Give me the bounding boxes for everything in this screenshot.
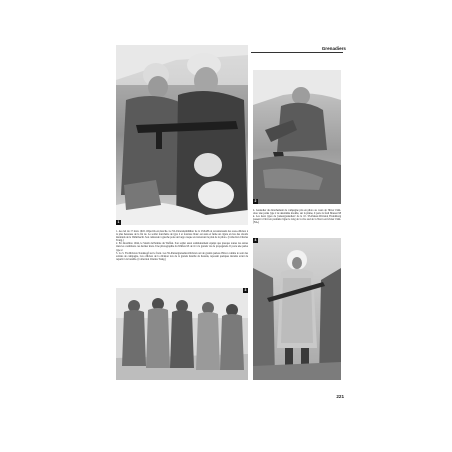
section-title: Grenadiers [321, 46, 346, 51]
caption-right: 4. Grenadier du détachement de campagne pris en photo au cours de l'hiver 1944. Avec une parka type 2 de deuxième modèle, sur la plaine, il porte le fusil Mauser 98 k. Les deux types de 'panzergrenadiers' de la 10. SS-Panzer-Division Frundsberg passent à l'abri en première ligne le long de la rive sud de la Narva en février 1944. (NA.) [253, 209, 341, 225]
page-number: 221 [336, 394, 344, 399]
photo-1-image [116, 45, 248, 225]
photo-3-number: 3 [244, 288, 247, 292]
photo-1-number: 1 [117, 220, 120, 224]
photo-1 [116, 45, 248, 225]
photo-4 [253, 238, 341, 380]
photo-4-number: 4 [254, 238, 257, 242]
photo-3-image [116, 288, 248, 380]
photo-2-number: 2 [254, 199, 257, 203]
photo-2 [253, 70, 341, 204]
photo-4-image [253, 238, 341, 380]
header-rule [251, 52, 343, 53]
photo-2-image [253, 70, 341, 204]
caption-left: 1. Au ciel du 17 mars 1943. Objectifs en marche. Le SS-Untersturmführer de la LSSAH en reconnaissant des sous-officiers à la plus heureuse de la fin de. Le soldat fourchette de type 2 et fourrure blanc est assis et fume un cigare en bas des abords matériels de la Wehrmacht. Son camarade à gauche porte un large casque en traversant le plan de la photo. (Collection Charles Trang.) 2. En décembre 1944, le Sturm dell'armée du Waffen. Son soldat aussi sommairement équipé que presque toutes les autres dans les conditions ces dernier mois. Une photographie du Waffen-SS de tir à la grande vie de propagande. Il porte une parka type 2. 3. La 3. SS-Division Totenkopf sur le front. Les SS-Panzergrenadier-Division ont de grands parkas d'hiver comme le sont des soldats de campagne. Ces officiers de la division lors de la grande bataille de Koursk, reposant quelques instants avant de repartir à la bataille. (Collection Charles Trang.) [116, 230, 248, 261]
photo-3 [116, 288, 248, 380]
